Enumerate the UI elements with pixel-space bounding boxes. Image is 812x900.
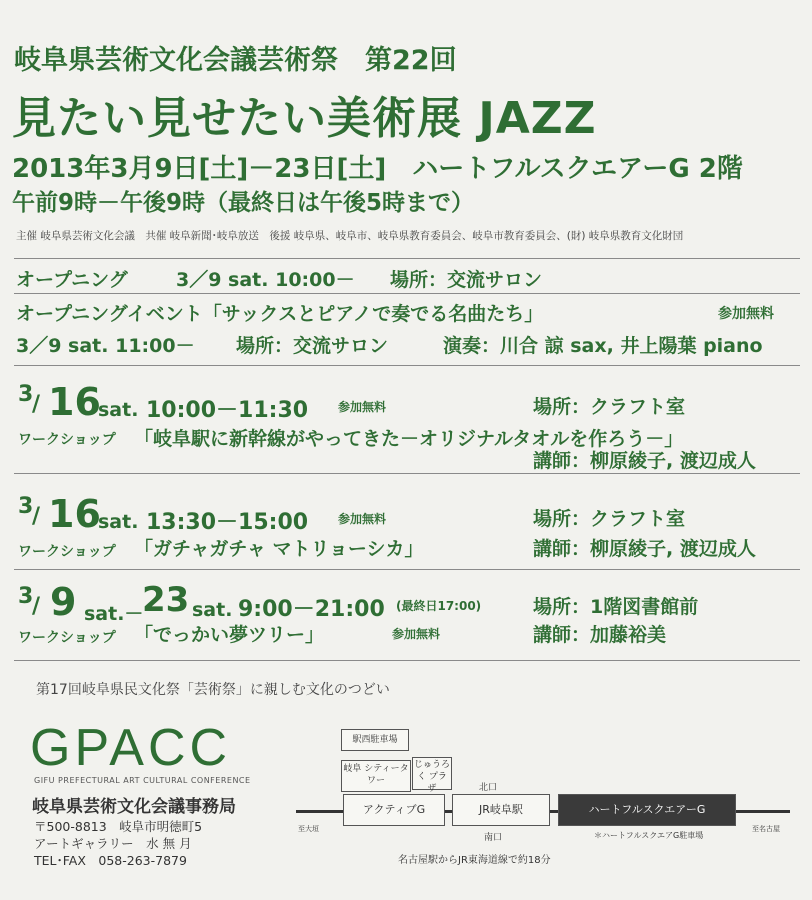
- ws3-teacher: 講師：加藤裕美: [533, 624, 667, 646]
- ws1-time: 10:00－11:30: [146, 398, 309, 423]
- ws3-weekday2: sat.: [192, 599, 233, 621]
- divider: [14, 660, 800, 661]
- ws1-slash: /: [32, 392, 41, 417]
- map-to-nagoya: 至名古屋: [752, 825, 780, 833]
- map-north-exit: 北口: [479, 783, 498, 793]
- map-active-g: アクティブG: [343, 794, 445, 826]
- ws2-month: 3: [18, 494, 34, 519]
- ws2-label: ワークショップ: [18, 544, 116, 560]
- map-to-ogaki: 至大垣: [298, 825, 319, 833]
- ws3-day2: 23: [142, 580, 190, 620]
- office-tel: TEL･FAX 058-263-7879: [34, 853, 187, 868]
- ws2-place: 場所：クラフト室: [533, 508, 686, 530]
- divider: [14, 473, 800, 474]
- map-jr-gifu-station: JR岐阜駅: [452, 794, 550, 826]
- opening-date: 3／9 sat. 10:00－: [176, 269, 355, 291]
- divider: [14, 569, 800, 570]
- ws1-day: 16: [48, 380, 101, 424]
- event-title: オープニングイベント「サックスとピアノで奏でる名曲たち」: [16, 303, 544, 325]
- event-free: 参加無料: [718, 306, 774, 322]
- office-address: 〒500-8813 岐阜市明徳町5: [34, 819, 203, 834]
- map-juroku-plaza: じゅうろく プラザ: [412, 757, 452, 790]
- ws1-title: 「岐阜駅に新幹線がやってきた－オリジナルタオルを作ろう－」: [134, 428, 684, 450]
- map-city-tower: 岐阜 シティータワー: [341, 760, 411, 792]
- office-gallery: アートギャラリー 水 無 月: [34, 836, 192, 851]
- ws1-weekday: sat.: [98, 399, 139, 421]
- sponsors: 主催 岐阜県芸術文化会議 共催 岐阜新聞･岐阜放送 後援 岐阜県、岐阜市、岐阜県教育委員会、岐阜市教育委員会、(財) 岐阜県教育文化財団: [16, 230, 684, 242]
- ws1-free: 参加無料: [338, 400, 387, 414]
- ws3-day: 9: [50, 580, 77, 624]
- event-performers: 演奏：川合 諒 sax, 井上陽葉 piano: [443, 335, 763, 357]
- ws3-note: (最終日17:00): [396, 599, 482, 613]
- ws1-teacher: 講師：柳原綾子, 渡辺成人: [533, 450, 756, 472]
- ws2-teacher: 講師：柳原綾子, 渡辺成人: [533, 538, 756, 560]
- ws1-label: ワークショップ: [18, 432, 116, 448]
- exhibition-dates: 2013年3月9日[土]－23日[土] ハートフルスクエアーG 2階: [12, 154, 743, 184]
- ws1-month: 3: [18, 382, 34, 407]
- ws2-day: 16: [48, 492, 101, 536]
- divider: [14, 293, 800, 294]
- ws3-place: 場所：1階図書館前: [533, 596, 699, 618]
- gpacc-logo: GPACC: [30, 719, 232, 777]
- ws3-time: 9:00－21:00: [238, 597, 385, 622]
- opening-place: 場所：交流サロン: [390, 269, 543, 291]
- festival-title: 岐阜県芸術文化会議芸術祭 第22回: [14, 45, 457, 76]
- map-heartful-parking: ＊ハートフルスクエアG駐車場: [594, 831, 704, 840]
- exhibition-hours: 午前9時－午後9時（最終日は午後5時まで）: [12, 190, 475, 216]
- logo-subtitle: GIFU PREFECTURAL ART CULTURAL CONFERENCE: [34, 776, 251, 785]
- ws2-time: 13:30－15:00: [146, 510, 309, 535]
- event-place: 場所：交流サロン: [236, 335, 389, 357]
- ws2-slash: /: [32, 504, 41, 529]
- opening-title: オープニング: [16, 269, 128, 291]
- divider: [14, 365, 800, 366]
- map-south-exit: 南口: [484, 833, 503, 843]
- ws3-weekday1: sat.－: [84, 603, 144, 625]
- ws3-title: 「でっかい夢ツリー」: [134, 624, 325, 646]
- event-date: 3／9 sat. 11:00－: [16, 335, 195, 357]
- map-access-note: 名古屋駅からJR東海道線で約18分: [398, 855, 551, 866]
- divider: [14, 258, 800, 259]
- ws2-free: 参加無料: [338, 512, 387, 526]
- ws3-label: ワークショップ: [18, 630, 116, 646]
- ws3-free: 参加無料: [392, 627, 441, 641]
- map-station-west-parking: 駅西駐車場: [341, 729, 409, 751]
- ws2-title: 「ガチャガチャ マトリョーシカ」: [134, 538, 424, 560]
- footer-lead: 第17回岐阜県民文化祭「芸術祭」に親しむ文化のつどい: [36, 682, 390, 698]
- office-name: 岐阜県芸術文化会議事務局: [32, 797, 236, 817]
- ws3-month: 3: [18, 584, 34, 609]
- ws1-place: 場所：クラフト室: [533, 396, 686, 418]
- map-heartful-square-g: ハートフルスクエアーG: [558, 794, 736, 826]
- ws3-slash: /: [32, 594, 41, 619]
- exhibition-title: 見たい見せたい美術展 JAZZ: [12, 93, 597, 144]
- ws2-weekday: sat.: [98, 511, 139, 533]
